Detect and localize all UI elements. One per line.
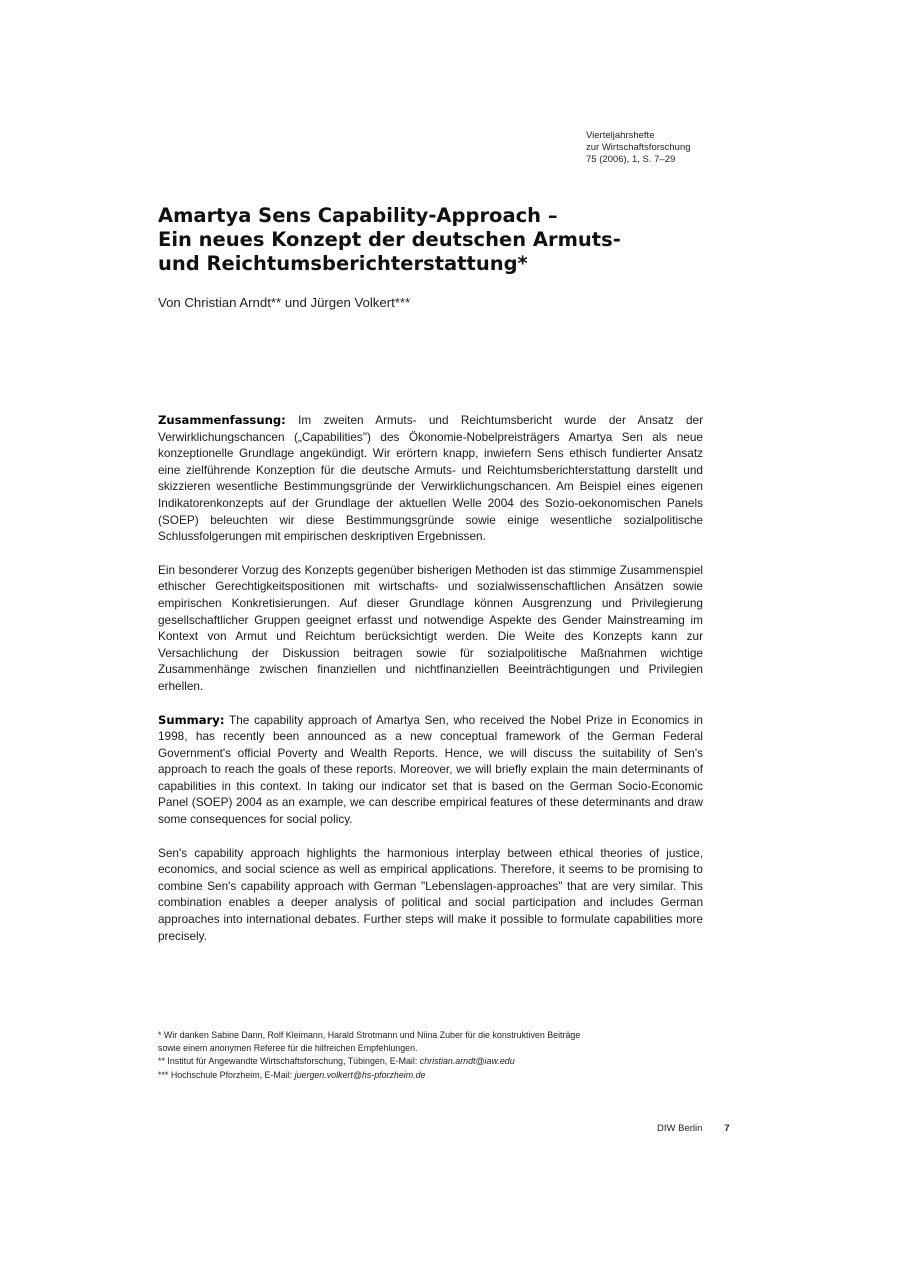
page-footer — [657, 1123, 730, 1134]
abstract-de-label: Zusammenfassung: — [158, 413, 286, 427]
article-title — [158, 204, 678, 276]
abstract-de-paragraph-2: Ein besonderer Vorzug des Konzepts gegenüber bisherigen Methoden ist das stimmige Zusammenspiel ethischer Gerechtigkeitspositionen mit wirtschafts- und sozialwissenschaftlichen Ansätzen sowie empirischen Konkretisierungen. Auf dieser Grundlage können Ausgrenzung und Privilegierung gesellschaftlicher Gruppen geeignet erfasst und notwendige Aspekte des Gender Mainstreaming im Kontext von Armut und Reichtum berücksichtigt werden. Die Weite des Konzepts kann zur Versachlichung der Diskussion beitragen sowie für sozialpolitische Maßnahmen wichtige Zusammenhänge zwischen finanziellen und nichtfinanziellen Beeinträchtigungen und Privilegien erhellen. — [158, 562, 703, 693]
footnote-2-email-link[interactable]: christian.arndt@iaw.edu — [419, 1056, 515, 1066]
footnote-3 — [158, 1069, 718, 1082]
abstract-en-text-1: The capability approach of Amartya Sen, who received the Nobel Prize in Economics in 1998, has recently been announced as a new conceptual framework of the German Federal Government's official Poverty and Wealth Reports. Hence, we will discuss the suitability of Sen's approach to reach the goals of these reports. Moreover, we will briefly explain the main determinants of capabilities in this context. In taking our indicator set that is based on the German Socio-Economic Panel (SOEP) 2004 as an example, we can describe empirical features of these determinants and draw some consequences for social policy. — [158, 712, 703, 827]
journal-info — [586, 130, 691, 166]
footnote-3-email-link[interactable]: juergen.volkert@hs-pforzheim.de — [294, 1069, 426, 1080]
title-line-2: Ein neues Konzept der deutschen Armuts- — [158, 228, 621, 251]
journal-name-line1: Vierteljahrshefte — [586, 130, 655, 141]
abstract-en-paragraph-1 — [158, 712, 703, 828]
abstract — [158, 412, 703, 961]
abstract-de-text-1: Im zweiten Armuts- und Reichtumsbericht wurde der Ansatz der Verwirklichungschancen („Capabilities") des Ökonomie-Nobelpreisträgers Amartya Sen als neue konzeptionelle Grundlage angekündigt. Wir erörtern knapp, inwiefern Sens ethisch fundierter Ansatz eine zielführende Konzeption für die deutsche Armuts- und Reichtumsberichterstattung darstellt und skizzieren wesentliche Bestimmungsgründe der Verwirklichungschancen. Am Beispiel eines eigenen Indikatorenkonzepts auf der Grundlage der aktuellen Welle 2004 des Sozio-oekonomischen Panels (SOEP) beleuchten wir diese Bestimmungsgründe sowie einige wesentliche sozialpolitische Schlussfolgerungen mit empirischen deskriptiven Ergebnissen. — [158, 413, 704, 544]
footnote-2-text: ** Institut für Angewandte Wirtschaftsforschung, Tübingen, E-Mail: — [158, 1056, 420, 1066]
abstract-en-paragraph-2: Sen's capability approach highlights the harmonious interplay between ethical theories of justice, economics, and social science as well as empirical applications. Therefore, it seems to be promising to combine Sen's capability approach with German "Lebenslagen-approaches" that are very similar. This combination enables a deeper analysis of political and social participation and includes German approaches into international debates. Further steps will make it possible to formulate capabilities more precisely. — [158, 845, 703, 943]
journal-volume: 75 (2006), 1, S. 7–29 — [586, 154, 676, 165]
title-line-3: und Reichtumsberichterstattung* — [158, 252, 528, 275]
abstract-de-paragraph-1 — [158, 412, 703, 545]
abstract-en-label: Summary: — [158, 712, 225, 727]
publisher-name: DIW Berlin — [657, 1123, 703, 1134]
footnote-3-text: *** Hochschule Pforzheim, E-Mail: — [158, 1069, 295, 1080]
journal-name-line2: zur Wirtschaftsforschung — [586, 142, 691, 153]
author-line: Von Christian Arndt** und Jürgen Volkert*** — [158, 295, 411, 310]
title-line-1: Amartya Sens Capability-Approach – — [158, 204, 558, 227]
page-number: 7 — [724, 1123, 730, 1134]
footnote-2 — [158, 1055, 718, 1068]
footnote-1 — [158, 1029, 718, 1054]
footnotes — [158, 1029, 718, 1082]
footnote-1-line-2: sowie einem anonymen Referee für die hilfreichen Empfehlungen. — [158, 1042, 418, 1053]
footnote-1-line-1: * Wir danken Sabine Dann, Rolf Kleimann, Harald Strotmann und Niina Zuber für die konstruktiven Beiträge — [158, 1030, 581, 1040]
